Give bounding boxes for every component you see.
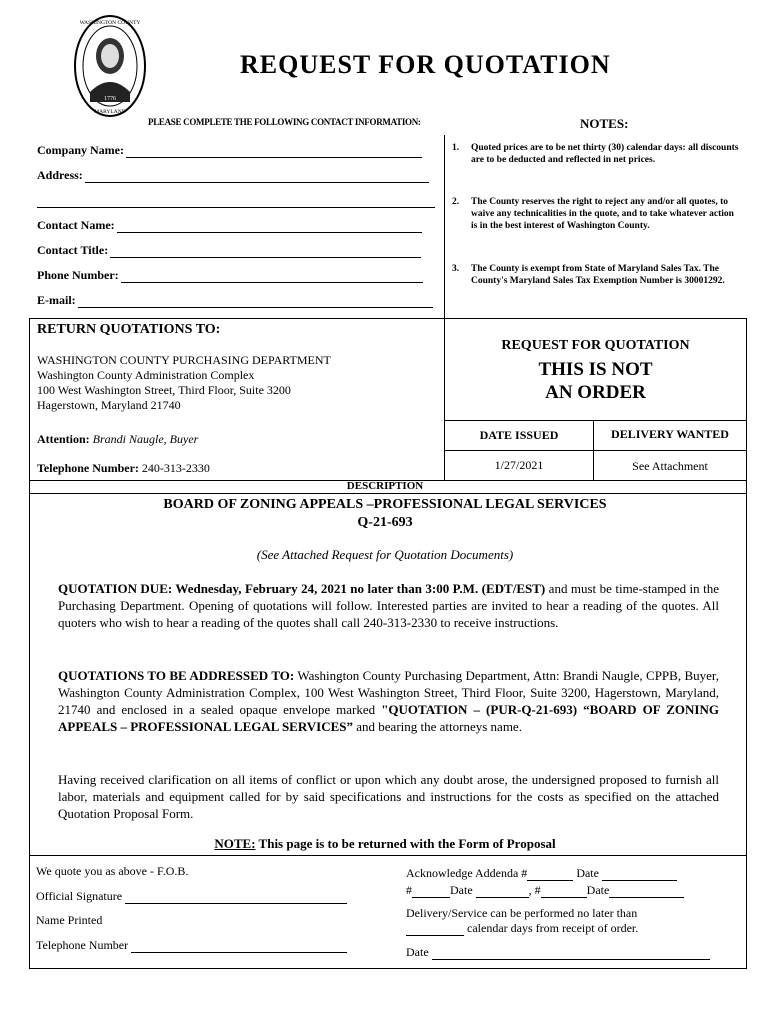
- quotation-due-paragraph: QUOTATION DUE: Wednesday, February 24, 2021 no later than 3:00 P.M. (EDT/EST) and must be time-stamped in the Purchasing Department. Opening of quotations will follow. Interested parties are invited to hear a reading of the quotes. All quoters who wish to hear a reading of the quotes shall call 240-313-2330 to receive instructions.: [58, 581, 719, 630]
- name-printed-field[interactable]: Name Printed: [36, 913, 103, 927]
- project-title: BOARD OF ZONING APPEALS –PROFESSIONAL LEGAL SERVICES Q-21-693: [163, 497, 607, 530]
- description-heading: DESCRIPTION: [346, 480, 424, 492]
- fob-line: We quote you as above - F.O.B.: [36, 864, 189, 878]
- clarification-paragraph: Having received clarification on all items of conflict or upon which any doubt arose, the undersigned proposed to furnish all labor, materials and equipment called for by said specifications and instructions for the costs as specified on the attached Quotation Proposal Form.: [58, 772, 719, 821]
- note-item-2: 2. The County reserves the right to reject any and/or all quotes, to waive any technicalities in the quote, and to take whatever action is in the best interest of Washington County.: [452, 197, 734, 231]
- email-field[interactable]: E-mail:: [37, 293, 433, 308]
- date-issued-value: 1/27/2021: [494, 458, 544, 472]
- box-right-border: [746, 318, 747, 968]
- official-signature-field[interactable]: Official Signature: [36, 889, 347, 904]
- notes-divider: [444, 135, 445, 320]
- telephone-line: Telephone Number: 240-313-2330: [37, 461, 210, 475]
- phone-number-field[interactable]: Phone Number:: [37, 268, 423, 283]
- attention-line: Attention: Brandi Naugle, Buyer: [37, 432, 199, 446]
- address-line-2[interactable]: [37, 207, 435, 208]
- company-name-field[interactable]: Company Name:: [37, 143, 422, 158]
- svg-text:1776: 1776: [104, 96, 116, 102]
- delivery-days-field[interactable]: calendar days from receipt of order.: [406, 921, 638, 936]
- return-heading: RETURN QUOTATIONS TO:: [37, 322, 221, 337]
- description-bottom-line: [29, 493, 747, 494]
- addressed-to-paragraph: QUOTATIONS TO BE ADDRESSED TO: Washington County Purchasing Department, Attn: Brandi Naugle, CPPB, Buyer, Washington County Administration Complex, 100 West Washington Street, Third Floor, Suite 3200, Hagerstown, Maryland, 21740 and enclosed in a sealed opaque envelope marked "QUOTATION – (PUR-Q-21-693) “BOARD OF ZONING APPEALS – PROFESSIONAL LEGAL SERVICES” and bearing the attorneys name.: [58, 668, 719, 734]
- box-bottom-border: [29, 968, 747, 969]
- delivery-wanted-label: DELIVERY WANTED: [611, 427, 729, 441]
- svg-text:WASHINGTON COUNTY: WASHINGTON COUNTY: [79, 20, 141, 26]
- date-field[interactable]: Date: [406, 945, 710, 960]
- contact-title-field[interactable]: Contact Title:: [37, 243, 421, 258]
- return-note: NOTE: This page is to be returned with the Form of Proposal: [214, 836, 556, 851]
- not-an-order: THIS IS NOT AN ORDER: [538, 359, 653, 403]
- box-left-border: [29, 318, 30, 968]
- box-top-border: [29, 318, 747, 319]
- rfq-small-title: REQUEST FOR QUOTATION: [501, 338, 690, 353]
- acknowledge-addenda-field[interactable]: Acknowledge Addenda # Date: [406, 866, 677, 881]
- date-header-bottom: [444, 450, 746, 451]
- contact-instruction: PLEASE COMPLETE THE FOLLOWING CONTACT INFORMATION:: [148, 117, 421, 127]
- note-item-1: 1. Quoted prices are to be net thirty (30) calendar days: all discounts are to be deducted and reflected in net prices.: [452, 143, 739, 165]
- see-attached: (See Attached Request for Quotation Documents): [256, 547, 514, 562]
- date-issued-label: DATE ISSUED: [479, 428, 559, 442]
- svg-text:MARYLAND: MARYLAND: [94, 109, 126, 115]
- note-item-3: 3. The County is exempt from State of Maryland Sales Tax. The County's Maryland Sales Tax Exemption Number is 30001292.: [452, 264, 725, 286]
- date-header-top: [444, 420, 746, 421]
- return-address: WASHINGTON COUNTY PURCHASING DEPARTMENT Washington County Administration Complex 100 West Washington Street, Third Floor, Suite 3200 Hagerstown, Maryland 21740: [37, 353, 331, 412]
- delivery-wanted-value: See Attachment: [632, 459, 708, 473]
- telephone-number-field[interactable]: Telephone Number: [36, 938, 347, 953]
- address-field[interactable]: Address:: [37, 168, 429, 183]
- page-title: REQUEST FOR QUOTATION: [240, 50, 611, 79]
- notes-heading: NOTES:: [580, 116, 629, 131]
- county-seal-logo: [74, 14, 146, 118]
- contact-name-field[interactable]: Contact Name:: [37, 218, 422, 233]
- signature-top-line: [29, 855, 747, 856]
- addenda-line-2[interactable]: # Date , # Date: [406, 883, 684, 898]
- delivery-service-line: Delivery/Service can be performed no later than: [406, 906, 638, 920]
